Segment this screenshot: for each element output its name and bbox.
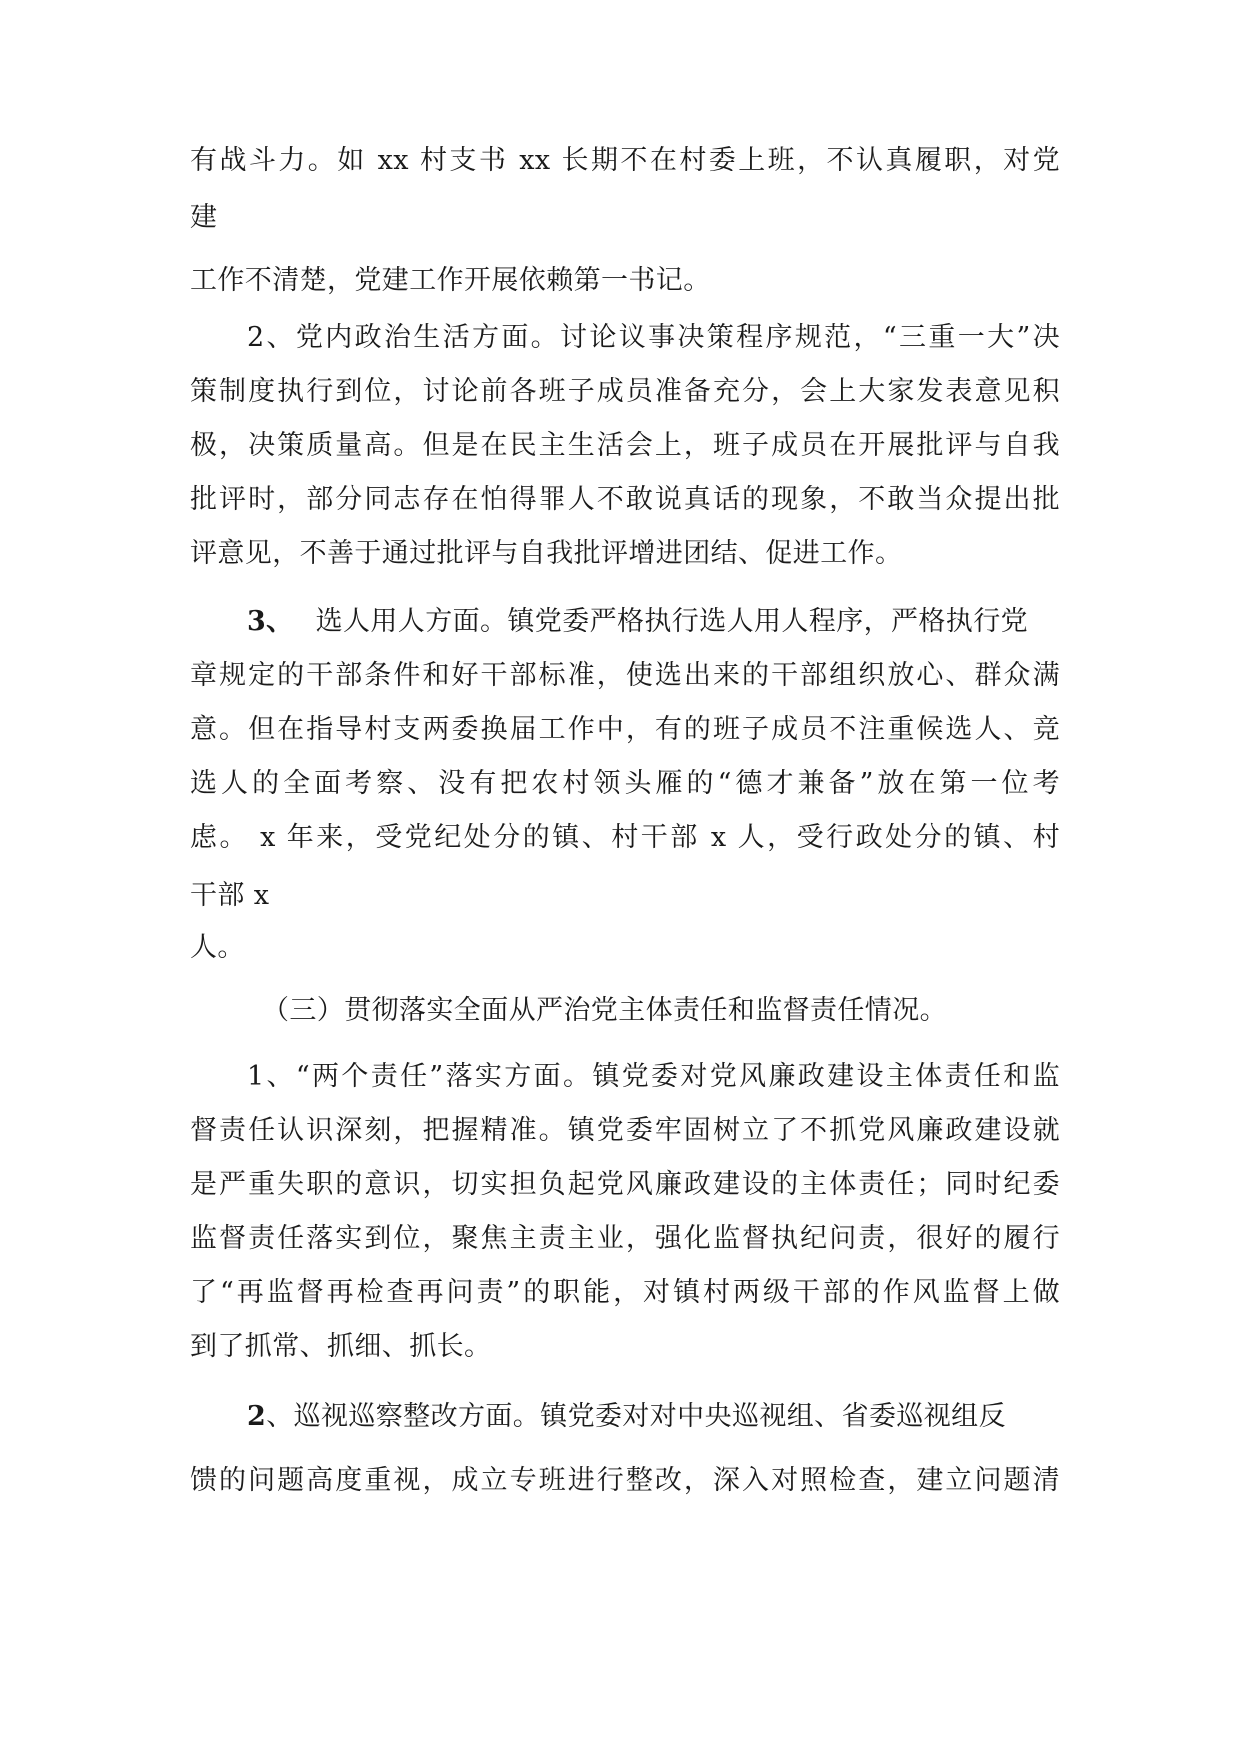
text-line: 工作不清楚，党建工作开展依赖第一书记。 <box>190 265 711 296</box>
text-line <box>247 1400 1060 1434</box>
text-line: 选人的全面考察、没有把农村领头雁的“德才兼备”放在第一位考 <box>190 768 1060 799</box>
text-line: 批评时，部分同志存在怕得罪人不敢说真话的现象，不敢当众提出批 <box>190 484 1060 515</box>
text-line: 1、“两个责任”落实方面。镇党委对党风廉政建设主体责任和监 <box>247 1061 1060 1092</box>
text-line: 督责任认识深刻，把握精准。镇党委牢固树立了不抓党风廉政建设就 <box>190 1115 1060 1146</box>
text-line: 馈的问题高度重视，成立专班进行整改，深入对照检查，建立问题清 <box>190 1465 1060 1496</box>
text-line: 极，决策质量高。但是在民主生活会上，班子成员在开展批评与自我 <box>190 430 1060 461</box>
text-line: 有战斗力。如 xx 村支书 xx 长期不在村委上班，不认真履职，对党 <box>190 145 1060 176</box>
text-line: 了“再监督再检查再问责”的职能，对镇村两级干部的作风监督上做 <box>190 1277 1060 1308</box>
text-line: 意。但在指导村支两委换届工作中，有的班子成员不注重候选人、竞 <box>190 714 1060 745</box>
text-line: 人。 <box>190 932 245 963</box>
text-line: 策制度执行到位，讨论前各班子成员准备充分，会上大家发表意见积 <box>190 376 1060 407</box>
text-line: 虑。 x 年来，受党纪处分的镇、村干部 x 人，受行政处分的镇、村 <box>190 822 1060 853</box>
text-line: 2、党内政治生活方面。讨论议事决策程序规范，“三重一大”决 <box>247 322 1060 353</box>
text-span: 、巡视巡察整改方面。镇党委对对中央巡视组、省委巡视组反 <box>266 1401 1006 1432</box>
text-line: 章规定的干部条件和好干部标准，使选出来的干部组织放心、群众满 <box>190 660 1060 691</box>
item-number: 2 <box>247 1401 267 1432</box>
text-line: 建 <box>190 202 218 233</box>
section-heading: （三）贯彻落实全面从严治党主体责任和监督责任情况。 <box>262 995 947 1026</box>
text-line: 是严重失职的意识，切实担负起党风廉政建设的主体责任；同时纪委 <box>190 1169 1060 1200</box>
text-line <box>247 605 1060 639</box>
text-line: 监督责任落实到位，聚焦主责主业，强化监督执纪问责，很好的履行 <box>190 1223 1060 1254</box>
text-line: 评意见，不善于通过批评与自我批评增进团结、促进工作。 <box>190 538 903 569</box>
text-line: 干部 x <box>190 880 270 911</box>
text-span: 选人用人方面。镇党委严格执行选人用人程序，严格执行党 <box>315 606 1028 637</box>
text-line: 到了抓常、抓细、抓长。 <box>190 1331 492 1362</box>
item-number: 3、 <box>247 606 294 637</box>
